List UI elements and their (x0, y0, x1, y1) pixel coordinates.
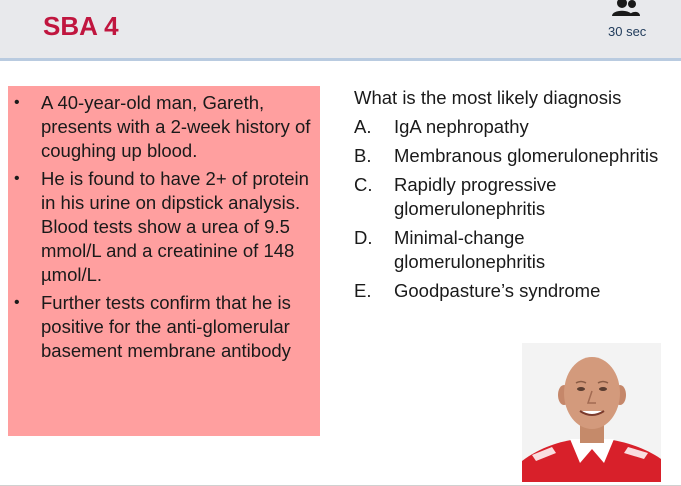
answer-options (354, 115, 674, 308)
option-letter: D. (354, 227, 373, 248)
bullet-marker: • (14, 94, 20, 111)
patient-portrait-image (522, 343, 661, 482)
case-bullet-list (8, 91, 320, 367)
case-bullet (8, 91, 320, 163)
case-bullet-text: Further tests confirm that he is positive for the anti-glomerular basement membrane antibody (41, 292, 291, 361)
case-bullet (8, 291, 320, 363)
option-letter: E. (354, 280, 372, 301)
option-text: Rapidly progressive glomerulonephritis (394, 174, 557, 219)
option-letter: C. (354, 174, 373, 195)
case-bullet-text: A 40-year-old man, Gareth, presents with a 2-week history of coughing up blood. (41, 92, 311, 161)
answer-option-a[interactable] (354, 115, 674, 139)
timer-label: 30 sec (608, 24, 647, 39)
case-bullet-text: He is found to have 2+ of protein in his urine on dipstick analysis. Blood tests show a urea of 9.5 mmol/L and a creatinine of 148 µmol/L. (41, 168, 309, 285)
answer-option-c[interactable] (354, 173, 674, 221)
patient-photo (522, 343, 661, 482)
option-text: Membranous glomerulonephritis (394, 145, 659, 166)
case-description-box (8, 86, 320, 436)
option-letter: B. (354, 145, 372, 166)
bullet-marker: • (14, 294, 20, 311)
bullet-marker: • (14, 170, 20, 187)
slide-header (0, 0, 681, 61)
answer-option-e[interactable] (354, 279, 674, 303)
question-text: What is the most likely diagnosis (354, 87, 622, 108)
case-bullet (8, 167, 320, 287)
option-text: Goodpasture’s syndrome (394, 280, 601, 301)
option-text: Minimal-change glomerulonephritis (394, 227, 546, 272)
option-text: IgA nephropathy (394, 116, 529, 137)
users-icon (609, 0, 641, 16)
answer-option-d[interactable] (354, 226, 674, 274)
option-letter: A. (354, 116, 372, 137)
slide-title: SBA 4 (43, 11, 119, 41)
answer-option-b[interactable] (354, 144, 674, 168)
